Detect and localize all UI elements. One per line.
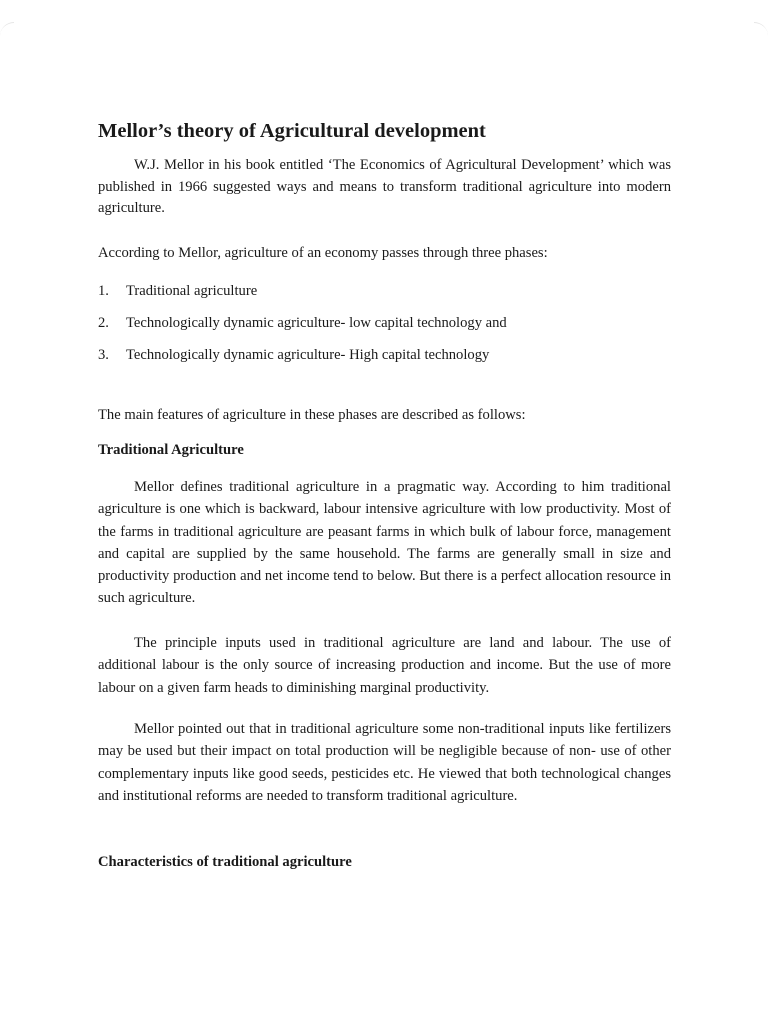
section-heading-characteristics: Characteristics of traditional agriculture xyxy=(98,854,352,870)
main-features-paragraph: The main features of agriculture in these phases are described as follows: xyxy=(98,407,526,423)
list-item-text: Traditional agriculture xyxy=(126,283,258,299)
list-item-number: 2. xyxy=(98,315,109,331)
page-corner-left xyxy=(0,22,14,37)
list-item-text: Technologically dynamic agriculture- High capital technology xyxy=(126,347,490,363)
list-item xyxy=(98,313,507,345)
phases-intro-paragraph: According to Mellor, agriculture of an economy passes through three phases: xyxy=(98,245,548,261)
intro-paragraph: W.J. Mellor in his book entitled ‘The Economics of Agricultural Development’ which was published in 1966 suggested ways and means to transform traditional agriculture into modern agriculture. xyxy=(98,157,671,216)
body-paragraph: Mellor defines traditional agriculture in a pragmatic way. According to him traditional agriculture is one which is backward, labour intensive agriculture with low productivity. Most of the farms in traditional agriculture are peasant farms in which bulk of labour force, management and capital are supplied by the same household. The farms are generally small in size and productivity production and net income tend to below. But there is a perfect allocation resource in such agriculture. xyxy=(98,479,671,607)
body-paragraph: The principle inputs used in traditional agriculture are land and labour. The use of additional labour is the only source of increasing production and income. But the use of more labour on a given farm heads to diminishing marginal productivity. xyxy=(98,635,671,696)
list-item xyxy=(98,281,507,313)
phases-list xyxy=(98,281,507,377)
list-item-number: 1. xyxy=(98,283,109,299)
body-paragraph: Mellor pointed out that in traditional agriculture some non-traditional inputs like fertilizers may be used but their impact on total production will be negligible because of non- use of other complementary inputs like good seeds, pesticides etc. He viewed that both technological changes and institutional reforms are needed to transform traditional agriculture. xyxy=(98,721,671,804)
page-corner-right xyxy=(754,22,768,37)
list-item-number: 3. xyxy=(98,347,109,363)
page-title: Mellor’s theory of Agricultural development xyxy=(98,120,486,142)
section-heading-traditional-agriculture: Traditional Agriculture xyxy=(98,442,244,458)
list-item xyxy=(98,345,507,377)
list-item-text: Technologically dynamic agriculture- low capital technology and xyxy=(126,315,507,331)
